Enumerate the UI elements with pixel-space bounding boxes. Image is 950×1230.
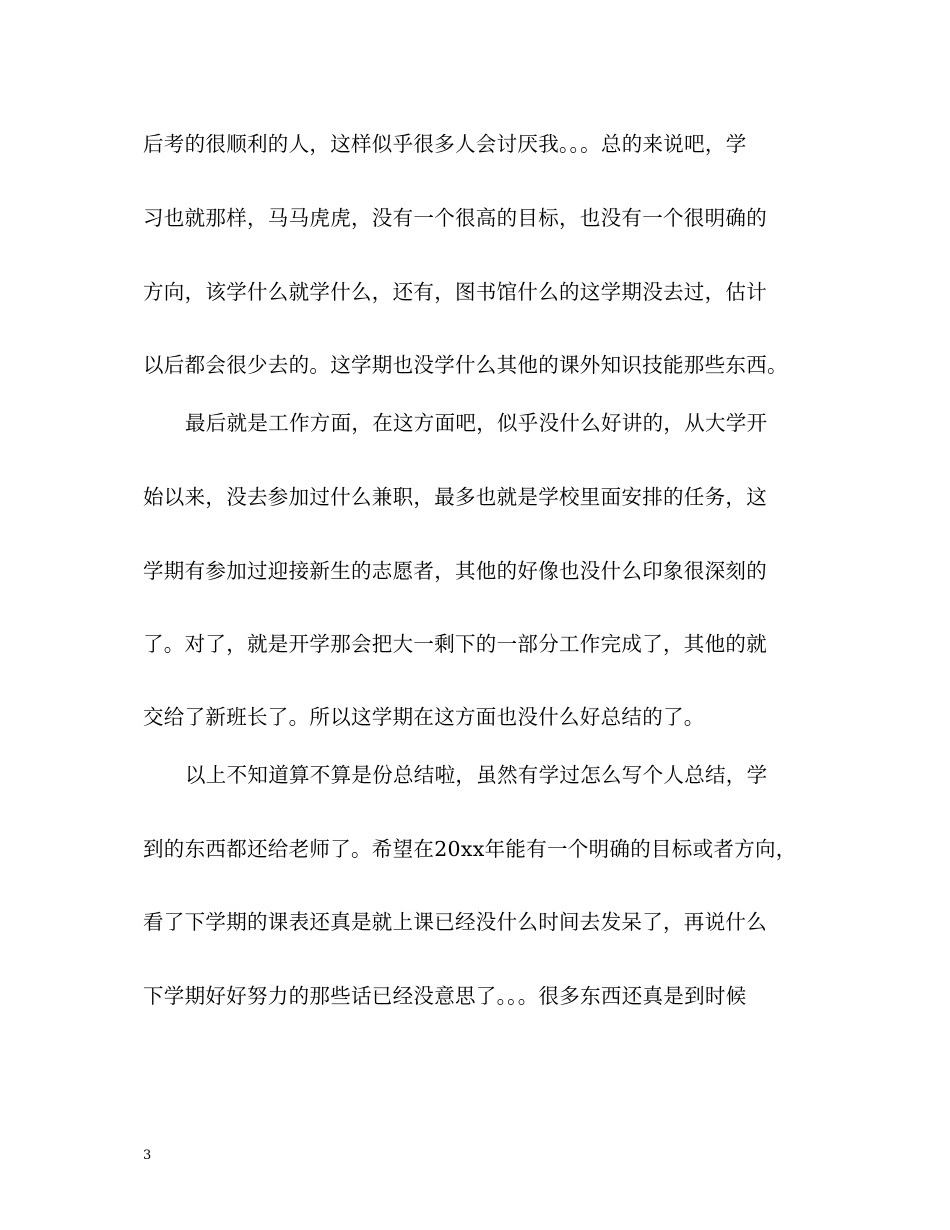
paragraph-first-line: 以上不知道算不算是份总结啦，虽然有学过怎么写个人总结，学 [185, 763, 768, 787]
text-line: 方向，该学什么就学什么，还有，图书馆什么的这学期没去过，估计 [143, 280, 767, 304]
text-line: 下学期好好努力的那些话已经没意思了。。。很多东西还真是到时候 [143, 984, 747, 1008]
text-line: 始以来，没去参加过什么兼职，最多也就是学校里面安排的任务，这 [143, 485, 767, 509]
text-line: 以后都会很少去的。这学期也没学什么其他的课外知识技能那些东西。 [143, 353, 788, 377]
text-line: 看了下学期的课表还真是就上课已经没什么时间去发呆了，再说什么 [143, 910, 767, 934]
paragraph-first-line: 最后就是工作方面，在这方面吧，似乎没什么好讲的，从大学开 [185, 411, 768, 435]
text-line: 到的东西都还给老师了。希望在20xx年能有一个明确的目标或者方向， [143, 837, 797, 861]
text-line: 后考的很顺利的人，这样似乎很多人会讨厌我。。。总的来说吧，学 [143, 132, 747, 156]
text-line: 交给了新班长了。所以这学期在这方面也没什么好总结的了。 [143, 705, 705, 729]
page-number: 3 [143, 1148, 152, 1163]
text-line: 习也就那样，马马虎虎，没有一个很高的目标，也没有一个很明确的 [143, 206, 767, 230]
text-line: 学期有参加过迎接新生的志愿者，其他的好像也没什么印象很深刻的 [143, 559, 767, 583]
text-line: 了。对了，就是开学那会把大一剩下的一部分工作完成了，其他的就 [143, 632, 767, 656]
